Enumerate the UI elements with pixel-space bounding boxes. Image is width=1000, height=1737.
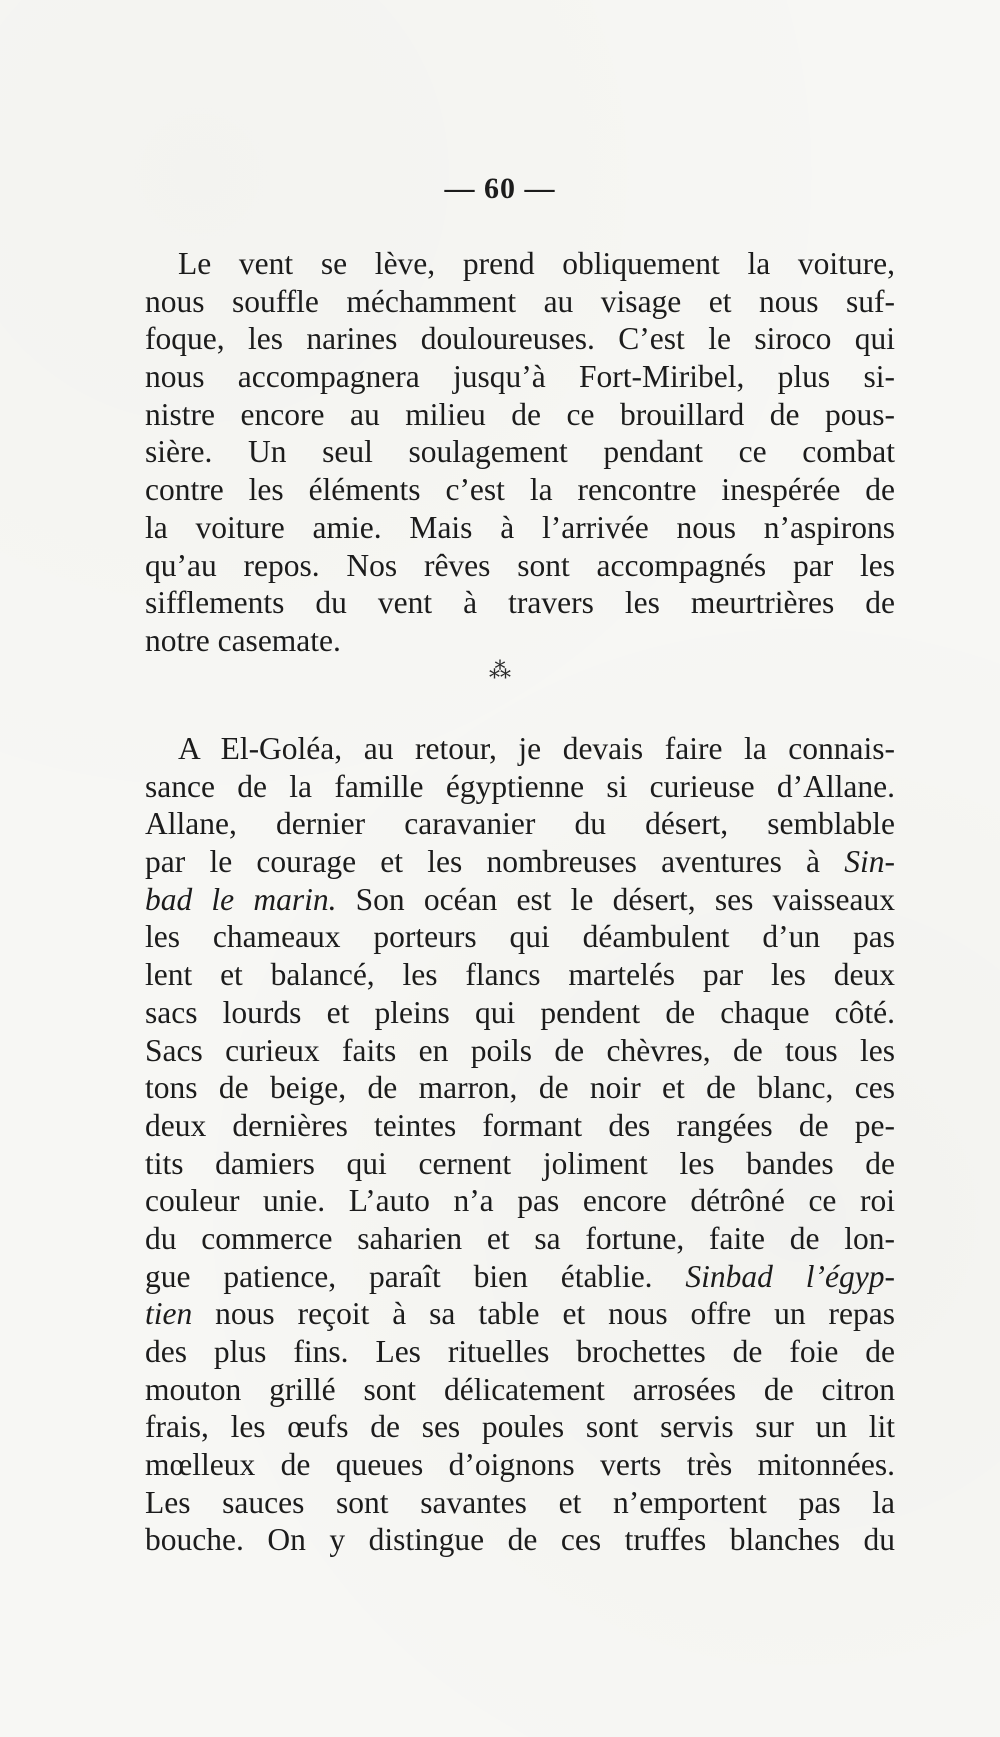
paragraph-1 bbox=[145, 245, 895, 660]
text-line: notre casemate. bbox=[145, 622, 341, 658]
text-segment: Son océan est le désert, ses vaisseaux bbox=[336, 881, 895, 917]
page-number: — 60 — bbox=[444, 172, 556, 205]
text-line: nistre encore au milieu de ce brouillard de pous- bbox=[145, 396, 895, 432]
section-separator: ⁂ bbox=[489, 658, 511, 683]
text-line bbox=[145, 881, 895, 919]
italic-title: tien bbox=[145, 1296, 193, 1332]
text-line: sière. Un seul soulagement pendant ce combat bbox=[145, 434, 895, 470]
text-line: qu’au repos. Nos rêves sont accompagnés par les bbox=[145, 547, 895, 583]
italic-title: bad le marin. bbox=[145, 881, 337, 917]
text-line: mœlleux de queues d’oignons verts très mitonnées. bbox=[145, 1447, 895, 1483]
text-line bbox=[145, 843, 895, 881]
text-line: lent et balancé, les flancs martelés par les deux bbox=[145, 957, 895, 993]
text-segment: gue patience, paraît bien établie. bbox=[145, 1258, 686, 1294]
text-line: contre les éléments c’est la rencontre inespérée de bbox=[145, 472, 895, 508]
text-line: la voiture amie. Mais à l’arrivée nous n’aspirons bbox=[145, 509, 895, 545]
text-line: sifflements du vent à travers les meurtrières de bbox=[145, 585, 895, 621]
text-line: sance de la famille égyptienne si curieuse d’Allane. bbox=[145, 768, 895, 804]
text-line: Sacs curieux faits en poils de chèvres, de tous les bbox=[145, 1032, 895, 1068]
text-line: mouton grillé sont délicatement arrosées de citron bbox=[145, 1371, 895, 1407]
text-line: bouche. On y distingue de ces truffes blanches du bbox=[145, 1522, 895, 1558]
text-line: Les sauces sont savantes et n’emportent pas la bbox=[145, 1484, 895, 1520]
text-line: nous souffle méchamment au visage et nous suf- bbox=[145, 283, 895, 319]
text-line: tits damiers qui cernent joliment les bandes de bbox=[145, 1145, 895, 1181]
paragraph-2 bbox=[145, 730, 895, 1559]
text-line: Le vent se lève, prend obliquement la voiture, bbox=[178, 246, 895, 281]
text-line: foque, les narines douloureuses. C’est le siroco qui bbox=[145, 321, 895, 357]
text-line: sacs lourds et pleins qui pendent de chaque côté. bbox=[145, 994, 895, 1030]
text-line: tons de beige, de marron, de noir et de blanc, ces bbox=[145, 1070, 895, 1106]
text-segment: nous reçoit à sa table et nous offre un repas bbox=[192, 1296, 895, 1332]
text-line: nous accompagnera jusqu’à Fort-Miribel, plus si- bbox=[145, 359, 895, 395]
italic-title: Sinbad l’égyp- bbox=[685, 1258, 895, 1294]
text-line bbox=[145, 1258, 895, 1296]
text-line: Allane, dernier caravanier du désert, semblable bbox=[145, 806, 895, 842]
text-line: du commerce saharien et sa fortune, faite de lon- bbox=[145, 1220, 895, 1256]
text-line: des plus fins. Les rituelles brochettes de foie de bbox=[145, 1334, 895, 1369]
text-line: A El-Goléa, au retour, je devais faire la connais- bbox=[178, 731, 895, 766]
text-line: couleur unie. L’auto n’a pas encore détrôné ce roi bbox=[145, 1183, 895, 1219]
italic-title: Sin- bbox=[844, 844, 895, 880]
text-line: les chameaux porteurs qui déambulent d’un pas bbox=[145, 919, 895, 955]
text-line bbox=[145, 1295, 895, 1333]
text-segment: par le courage et les nombreuses aventures à bbox=[145, 844, 845, 880]
text-line: frais, les œufs de ses poules sont servis sur un lit bbox=[145, 1409, 895, 1445]
text-line: deux dernières teintes formant des rangées de pe- bbox=[145, 1107, 895, 1143]
